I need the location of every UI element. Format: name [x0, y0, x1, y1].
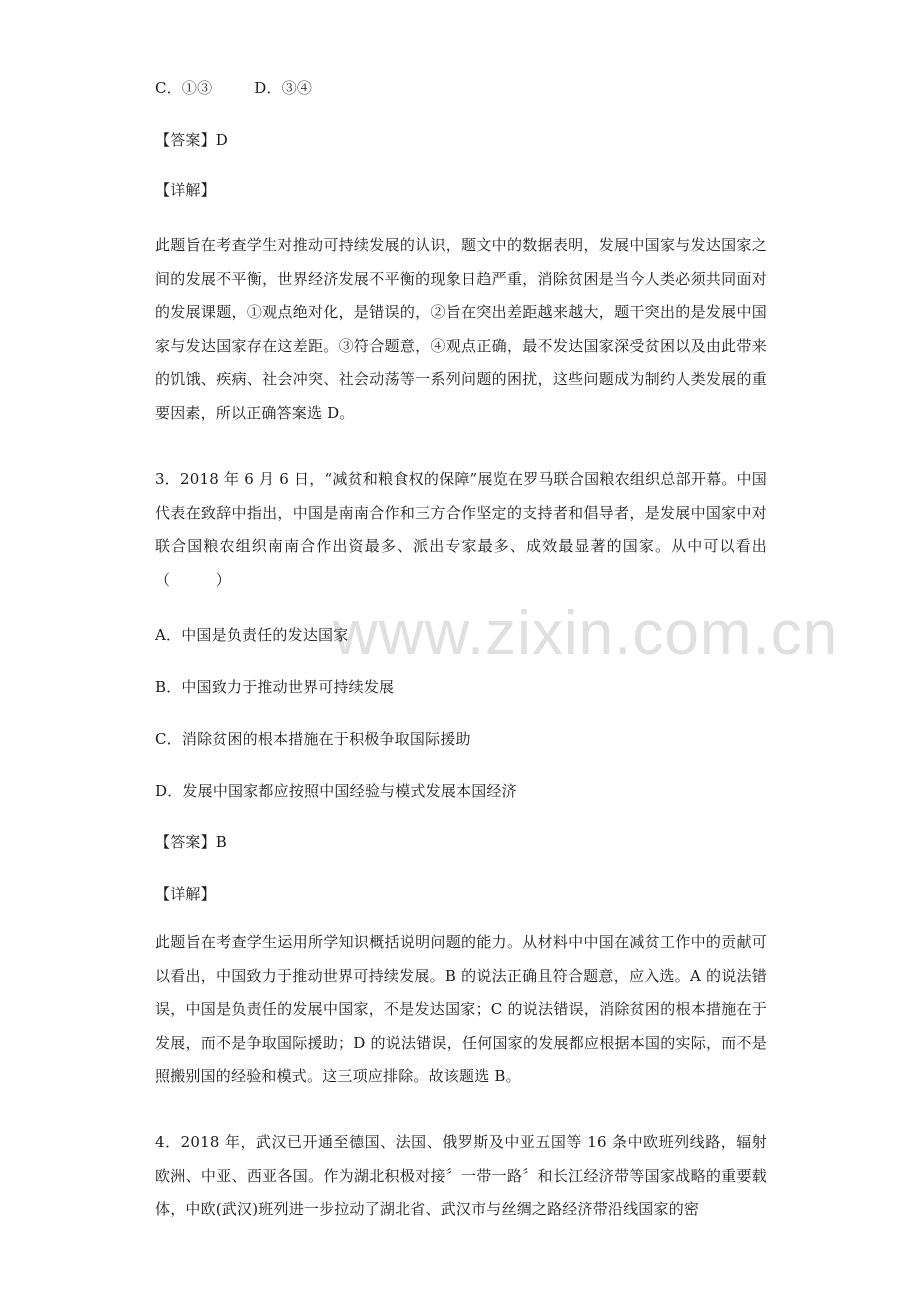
- q3-explain-heading: 【详解】: [155, 885, 216, 903]
- q3-option-d: D．发展中国家都应按照中国经验与模式发展本国经济: [155, 782, 517, 800]
- q2-explanation: 此题旨在考查学生对推动可持续发展的认识，题文中的数据表明，发展中国家与发达国家之间的发展不平衡，世界经济发展不平衡的现象日趋严重，消除贫困是当今人类必须共同面对的发展课题，①观点绝对化，是错误的，②旨在突出差距越来越大，题干突出的是发展中国家与发达国家存在这差距。③符合题意，④观点正确，最不发达国家深受贫困以及由此带来的饥饿、疾病、社会冲突、社会动荡等一系列问题的困扰，这些问题成为制约人类发展的重要因素，所以正确答案选 D。: [155, 236, 767, 422]
- q2-option-c: C．①③: [155, 79, 213, 97]
- q2-options-cd: [155, 78, 312, 98]
- q2-option-d: D．③④: [254, 79, 313, 97]
- q2-answer: 【答案】D: [155, 131, 229, 149]
- q2-explain-heading: 【详解】: [155, 181, 216, 199]
- q4-stem: 4．2018 年，武汉已开通至德国、法国、俄罗斯及中亚五国等 16 条中欧班列线路，辐射欧洲、中亚、西亚各国。作为湖北积极对接〞一带一路〞和长江经济带等国家战略的重要载体，中欧(武汉)班列进一步拉动了湖北省、武汉市与丝绸之路经济带沿线国家的密: [155, 1133, 767, 1218]
- q3-stem: 3．2018 年 6 月 6 日，“减贫和粮食权的保障”展览在罗马联合国粮农组织总部开幕。中国代表在致辞中指出，中国是南南合作和三方合作坚定的支持者和倡导者，是发展中国家中对联合国粮农组织南南合作出资最多、派出专家最多、成效最显著的国家。从中可以看出（ ）: [155, 470, 767, 589]
- q3-option-c: C．消除贫困的根本措施在于积极争取国际援助: [155, 730, 471, 748]
- q3-explanation: 此题旨在考查学生运用所学知识概括说明问题的能力。从材料中中国在减贫工作中的贡献可以看出，中国致力于推动世界可持续发展。B 的说法正确且符合题意，应入选。A 的说法错误，中国是负责任的发展中国家，不是发达国家；C 的说法错误，消除贫困的根本措施在于发展，而不是争取国际援助；D 的说法错误，任何国家的发展都应根据本国的实际，而不是照搬别国的经验和模式。这三项应排除。故该题选 B。: [155, 933, 767, 1085]
- q3-option-a: A．中国是负责任的发达国家: [155, 626, 349, 644]
- q3-answer: 【答案】B: [155, 833, 228, 851]
- q3-option-b: B．中国致力于推动世界可持续发展: [155, 678, 395, 696]
- watermark: www.zixin.com.cn: [333, 599, 839, 668]
